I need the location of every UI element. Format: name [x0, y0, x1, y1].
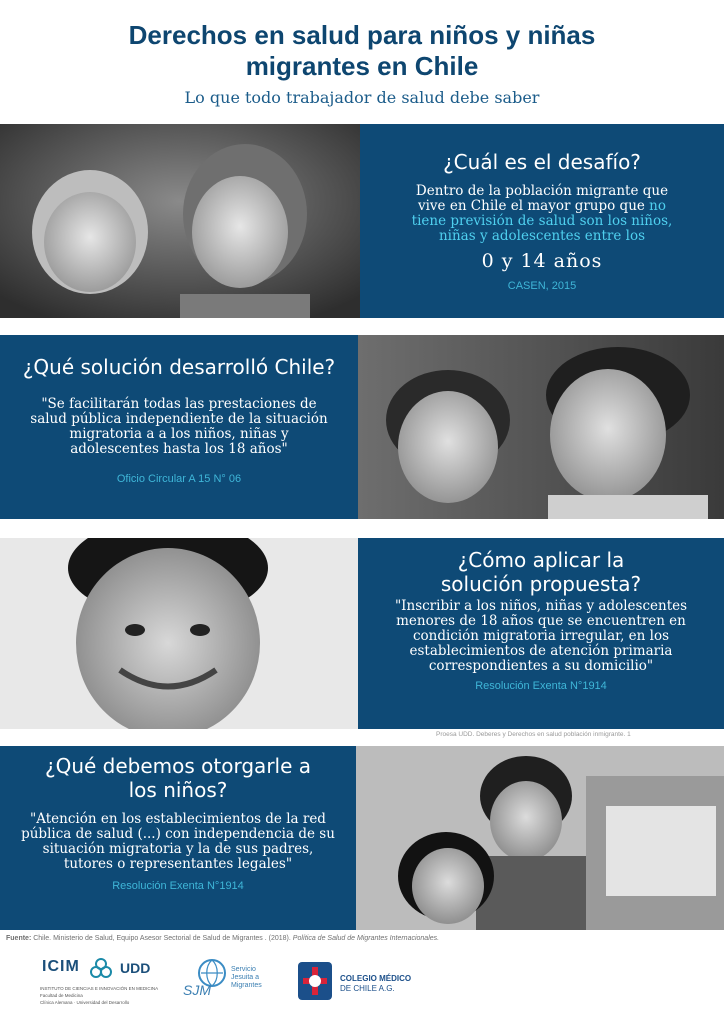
logo-icim-caption-3: Clínica Alemana · Universidad del Desarrollo — [40, 1000, 130, 1005]
question-solution: ¿Qué solución desarrolló Chile? — [22, 355, 336, 379]
reference-note: Proesa UDD. Deberes y Derechos en salud población inmigrante. 1 — [436, 731, 631, 738]
footer-source — [6, 935, 718, 942]
footer-source-text: Chile. Ministerio de Salud, Equipo Asesor Sectorial de Salud de Migrantes . (2018). — [33, 935, 291, 942]
provide-text: "Atención en los establecimientos de la red pública de salud (...) con independencia de su situación migratoria y la de sus padres, tutores o representantes legales" — [21, 811, 335, 872]
photo-placeholder-2 — [358, 335, 724, 519]
photo-placeholder-1 — [0, 124, 360, 318]
footer-source-title: Política de Salud de Migrantes Internacionales. — [292, 935, 440, 942]
challenge-text-part1: Dentro de la población migrante que vive en Chile el mayor grupo que — [415, 183, 669, 214]
challenge-text-highlight: no tiene previsión de salud son los niños, niñas y adolescentes entre los — [411, 198, 673, 244]
challenge-source: CASEN, 2015 — [507, 280, 577, 292]
solution-source: Oficio Circular A 15 N° 06 — [116, 473, 242, 485]
photo-two-toddlers — [0, 124, 360, 318]
solution-text: "Se facilitarán todas las prestaciones de salud pública independiente de la situación migratoria a a los niños, niñas y adolescentes hasta los 18 años" — [30, 396, 328, 457]
section-apply — [358, 538, 724, 729]
age-range: 0 y 14 años — [481, 250, 603, 272]
logo-sjm-mark: SJM — [183, 982, 211, 998]
logo-icim — [40, 958, 170, 1018]
photo-smiling-boy — [0, 538, 358, 729]
page-title — [0, 20, 724, 82]
photo-placeholder-4 — [356, 746, 724, 930]
question-apply: ¿Cómo aplicar la solución propuesta? — [440, 548, 642, 596]
challenge-text — [402, 184, 682, 244]
question-challenge: ¿Cuál es el desafío? — [443, 150, 641, 174]
logo-udd-mark: UDD — [120, 960, 151, 976]
logo-icim-caption-2: Facultad de Medicina — [40, 993, 83, 998]
logo-colegio-medico — [296, 960, 436, 1010]
flower-icon — [90, 958, 112, 980]
photo-two-boys — [358, 335, 724, 519]
section-solution — [0, 335, 358, 519]
logo-sjm — [183, 956, 283, 1016]
page-subtitle: Lo que todo trabajador de salud debe saber — [184, 88, 540, 107]
logo-icim-mark: ICIM — [42, 958, 80, 975]
title-line-2: migrantes en Chile — [245, 51, 479, 81]
title-line-1: Derechos en salud para niños y niñas — [128, 20, 596, 50]
logo-icim-caption-1: INSTITUTO DE CIENCIAS E INNOVACIÓN EN MEDICINA — [40, 986, 159, 991]
footer-source-label: Fuente: — [6, 935, 32, 942]
photo-placeholder-3 — [0, 538, 358, 729]
apply-text: "Inscribir a los niños, niñas y adolescentes menores de 18 años que se encuentren en condición migratoria irregular, en los establecimientos de atención primaria correspondientes a su domicilio" — [394, 598, 688, 674]
section-challenge — [360, 124, 724, 318]
section-provide — [0, 746, 356, 930]
provide-source: Resolución Exenta N°1914 — [112, 880, 244, 892]
logo-colmed-line-1: COLEGIO MÉDICO — [340, 974, 412, 983]
apply-source: Resolución Exenta N°1914 — [475, 680, 607, 692]
logo-sjm-caption: Servicio Jesuita a Migrantes — [231, 966, 262, 989]
medical-shield-icon — [296, 960, 334, 1002]
photo-two-girls — [356, 746, 724, 930]
question-provide: ¿Qué debemos otorgarle a los niños? — [44, 754, 312, 802]
logo-colmed-line-2: DE CHILE A.G. — [340, 984, 395, 993]
